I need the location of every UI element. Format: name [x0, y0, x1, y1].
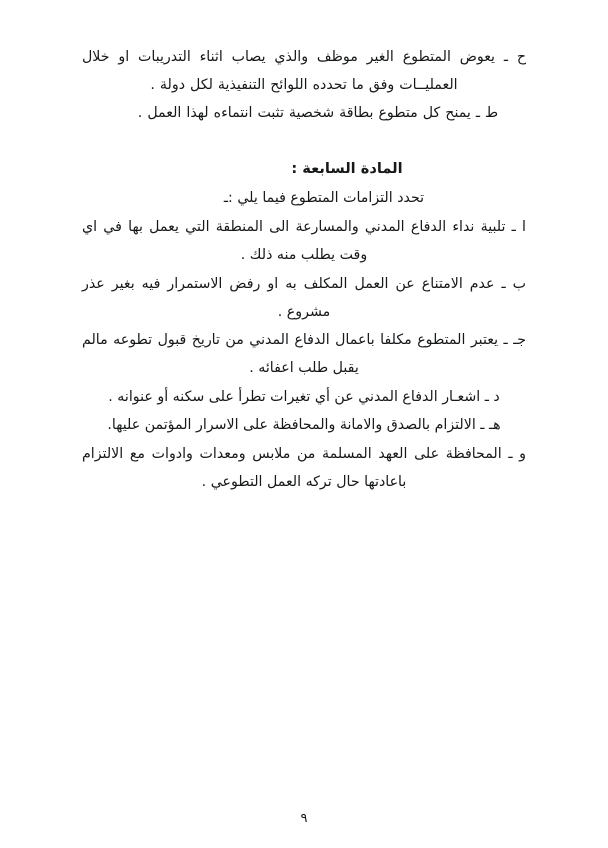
article-intro: تحدد التزامات المتطوع فيما يلي :ـ: [223, 189, 425, 206]
clause-taa: ط ـ يمنح كل متطوع بطاقة شخصية تثبت انتماءه لهذا العمل .: [137, 105, 499, 122]
article-item-4: د ـ اشعـار الدفاع المدني عن أي تغيرات تطرأ على سكنه أو عنوانه .: [108, 388, 500, 405]
clause-haa: ح ـ يعوض المتطوع الغير موظف والذي يصاب اثناء التدريبات او خلال العمليــات وفق ما تحدده اللوائح التنفيذية لكل دولة .: [82, 49, 526, 93]
document-body: [82, 44, 526, 496]
article-item-3: جـ ـ يعتبر المتطوع مكلفا باعمال الدفاع المدني من تاريخ قبول تطوعه مالم يقبل طلب اعفائه .: [82, 332, 526, 376]
article-item-1: ا ـ تلبية نداء الدفاع المدني والمسارعة الى المنطقة التي يعمل بها في اي وقت يطلب منه ذلك .: [82, 219, 526, 264]
article-item-6: و ـ المحافظة على العهد المسلمة من ملابس ومعدات وادوات مع الالتزام باعادتها حال تركه العمل التطوعي .: [82, 445, 526, 490]
article-item-5: هـ ـ الالتزام بالصدق والامانة والمحافظة على الاسرار المؤتمن عليها.: [107, 417, 501, 434]
page-number: ٩: [300, 811, 308, 826]
article-item-2: ب ـ عدم الامتناع عن العمل المكلف به او رفض الاستمرار فيه بغير عذر مشروع .: [82, 275, 526, 320]
spacer: [82, 129, 526, 155]
article-heading: المادة السابعة :: [291, 160, 403, 178]
